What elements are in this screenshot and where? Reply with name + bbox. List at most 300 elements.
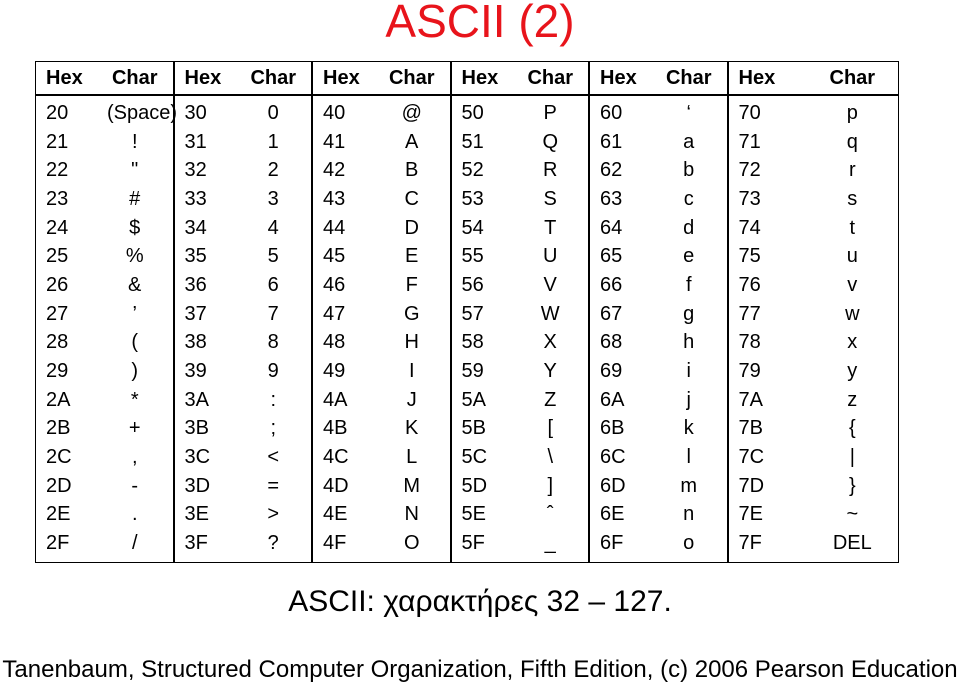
table-row: [313, 128, 450, 157]
char-cell: h: [683, 331, 695, 354]
table-row: [590, 242, 727, 271]
table-row: [590, 300, 727, 329]
hex-cell: 58: [461, 331, 484, 354]
table-row: [590, 271, 727, 300]
table-row: [729, 185, 899, 214]
table-row: [175, 329, 312, 358]
table-row: [590, 185, 727, 214]
table-row: [452, 443, 589, 472]
hex-cell: 63: [600, 187, 623, 210]
hex-cell: 7F: [738, 532, 762, 555]
char-cell: D: [404, 216, 419, 239]
hex-cell: 70: [738, 101, 761, 124]
char-cell: I: [408, 360, 415, 383]
char-cell: p: [846, 101, 858, 124]
char-cell: l: [686, 446, 691, 469]
table-row: [175, 386, 312, 415]
hex-header: Hex: [600, 66, 637, 89]
hex-cell: 72: [738, 159, 761, 182]
hex-cell: 47: [323, 302, 346, 325]
table-row: [452, 529, 589, 558]
char-cell: [: [547, 417, 553, 440]
hex-cell: 7C: [738, 446, 765, 469]
table-row: [36, 529, 173, 558]
table-row: [729, 501, 899, 530]
char-cell: a: [683, 130, 695, 153]
table-row: [36, 300, 173, 329]
hex-cell: 4F: [323, 532, 347, 555]
char-cell: &: [128, 273, 142, 296]
hex-cell: 6A: [600, 388, 625, 411]
table-row: [590, 128, 727, 157]
char-cell: K: [405, 417, 419, 440]
char-cell: ,: [131, 446, 138, 469]
hex-cell: 5E: [461, 503, 486, 526]
hex-cell: 3F: [184, 532, 208, 555]
hex-cell: 4E: [323, 503, 348, 526]
hex-cell: 6F: [600, 532, 624, 555]
table-row: [729, 271, 899, 300]
table-row: [729, 242, 899, 271]
hex-cell: 61: [600, 130, 623, 153]
hex-cell: 25: [46, 245, 69, 268]
table-row: [452, 128, 589, 157]
char-cell: x: [847, 331, 858, 354]
hex-cell: 7A: [738, 388, 763, 411]
table-row: [36, 185, 173, 214]
table-row: [313, 300, 450, 329]
table-row: [175, 472, 312, 501]
char-cell: {: [848, 417, 856, 440]
char-cell: Y: [543, 360, 557, 383]
hex-cell: 22: [46, 159, 69, 182]
hex-cell: 52: [461, 159, 484, 182]
hex-cell: 5B: [461, 417, 486, 440]
hex-cell: 35: [184, 245, 207, 268]
char-header: Char: [111, 66, 158, 89]
table-row: [729, 300, 899, 329]
hex-cell: 5D: [461, 474, 488, 497]
char-cell: @: [401, 101, 422, 124]
table-row: [175, 271, 312, 300]
char-cell: |: [849, 446, 855, 469]
hex-cell: 20: [46, 101, 69, 124]
table-row: [590, 443, 727, 472]
hex-cell: 2F: [46, 532, 70, 555]
char-cell: E: [405, 245, 419, 268]
table-row: [590, 329, 727, 358]
table-row: [452, 99, 589, 128]
char-cell: *: [130, 388, 139, 411]
char-cell: 5: [267, 245, 279, 268]
table-column-group: [175, 62, 314, 562]
table-row: [313, 386, 450, 415]
hex-cell: 5A: [461, 388, 486, 411]
char-cell: ": [131, 159, 139, 182]
table-row: [729, 443, 899, 472]
hex-cell: 65: [600, 245, 623, 268]
char-cell: 8: [267, 331, 279, 354]
table-row: [452, 472, 589, 501]
hex-cell: 7D: [738, 474, 765, 497]
hex-cell: 57: [461, 302, 484, 325]
char-cell: r: [848, 159, 856, 182]
hex-cell: 51: [461, 130, 484, 153]
hex-cell: 2C: [46, 446, 72, 469]
char-cell: F: [405, 273, 418, 296]
char-cell: /: [131, 532, 138, 555]
hex-cell: 27: [46, 302, 69, 325]
char-cell: w: [845, 302, 860, 325]
table-row: [175, 185, 312, 214]
char-cell: :: [270, 388, 276, 411]
table-row: [590, 529, 727, 558]
table-row: [313, 156, 450, 185]
table-row: [590, 156, 727, 185]
hex-cell: 45: [323, 245, 346, 268]
table-row: [452, 300, 589, 329]
char-cell: >: [267, 503, 280, 526]
table-row: [729, 529, 899, 558]
hex-cell: 38: [184, 331, 207, 354]
hex-header: Hex: [738, 66, 776, 89]
char-cell: S: [543, 187, 557, 210]
char-header: Char: [250, 66, 297, 89]
hex-cell: 4C: [323, 446, 349, 469]
hex-cell: 78: [738, 331, 761, 354]
char-cell: k: [683, 417, 694, 440]
table-row: [36, 443, 173, 472]
hex-header: Hex: [461, 66, 499, 89]
char-cell: c: [683, 187, 694, 210]
char-cell: Q: [542, 130, 558, 153]
column-header: [175, 62, 312, 96]
char-cell: z: [847, 388, 858, 411]
hex-cell: 76: [738, 273, 761, 296]
char-cell: A: [405, 130, 419, 153]
hex-cell: 39: [184, 360, 207, 383]
table-row: [313, 242, 450, 271]
hex-cell: 55: [461, 245, 484, 268]
table-row: [452, 501, 589, 530]
char-cell: 1: [267, 130, 279, 153]
char-cell: +: [128, 417, 141, 440]
table-row: [729, 128, 899, 157]
table-row: [313, 271, 450, 300]
hex-cell: 28: [46, 331, 69, 354]
char-cell: P: [543, 101, 557, 124]
hex-cell: 5C: [461, 446, 488, 469]
char-cell: _: [544, 532, 556, 555]
table-row: [36, 156, 173, 185]
hex-cell: 5F: [461, 532, 485, 555]
table-row: [313, 214, 450, 243]
hex-cell: 64: [600, 216, 623, 239]
table-row: [36, 415, 173, 444]
hex-cell: 31: [184, 130, 207, 153]
char-cell: m: [680, 474, 698, 497]
hex-cell: 29: [46, 360, 69, 383]
column-header: [36, 62, 173, 96]
column-header: [590, 62, 727, 96]
char-cell: 3: [267, 187, 279, 210]
hex-cell: 2B: [46, 417, 71, 440]
char-cell: O: [403, 532, 420, 555]
char-header: Char: [388, 66, 435, 89]
hex-cell: 77: [738, 302, 761, 325]
table-row: [36, 214, 173, 243]
table-row: [452, 185, 589, 214]
table-row: [36, 271, 173, 300]
table-row: [313, 472, 450, 501]
char-cell: 2: [267, 159, 279, 182]
hex-cell: 74: [738, 216, 761, 239]
char-cell: g: [683, 302, 695, 325]
hex-cell: 44: [323, 216, 346, 239]
hex-cell: 3B: [184, 417, 209, 440]
char-cell: H: [404, 331, 419, 354]
table-row: [452, 214, 589, 243]
hex-cell: 2D: [46, 474, 72, 497]
char-cell: W: [540, 302, 560, 325]
table-row: [175, 300, 312, 329]
table-row: [729, 472, 899, 501]
table-row: [36, 386, 173, 415]
char-header: Char: [527, 66, 574, 89]
char-cell: ’: [132, 302, 137, 325]
char-cell: $: [129, 216, 141, 239]
table-row: [729, 386, 899, 415]
table-row: [175, 242, 312, 271]
column-header: [729, 62, 899, 96]
char-cell: .: [131, 503, 138, 526]
char-cell: ?: [267, 532, 279, 555]
table-row: [175, 501, 312, 530]
char-cell: C: [404, 187, 419, 210]
hex-cell: 30: [184, 101, 207, 124]
char-cell: j: [686, 388, 691, 411]
column-header: [313, 62, 450, 96]
hex-cell: 36: [184, 273, 207, 296]
hex-cell: 73: [738, 187, 761, 210]
char-cell: ): [131, 360, 139, 383]
char-cell: 6: [267, 273, 279, 296]
hex-cell: 69: [600, 360, 623, 383]
table-row: [175, 128, 312, 157]
slide-title: ASCII (2): [385, 0, 575, 47]
char-cell: y: [847, 360, 858, 383]
char-cell: i: [686, 360, 691, 383]
hex-cell: 41: [323, 130, 346, 153]
table-row: [36, 357, 173, 386]
table-row: [36, 128, 173, 157]
table-row: [313, 501, 450, 530]
citation-footer: Tanenbaum, Structured Computer Organization, Fifth Edition, (c) 2006 Pearson Education: [2, 656, 958, 683]
hex-cell: 7E: [738, 503, 763, 526]
hex-cell: 6D: [600, 474, 626, 497]
hex-cell: 26: [46, 273, 69, 296]
table-row: [313, 357, 450, 386]
table-row: [452, 271, 589, 300]
hex-header: Hex: [323, 66, 360, 89]
hex-cell: 75: [738, 245, 761, 268]
table-row: [590, 415, 727, 444]
char-cell: t: [849, 216, 856, 239]
table-row: [729, 415, 899, 444]
hex-cell: 46: [323, 273, 346, 296]
hex-cell: 4A: [323, 388, 348, 411]
table-row: [36, 472, 173, 501]
hex-cell: 6B: [600, 417, 625, 440]
char-cell: v: [847, 273, 858, 296]
table-row: [313, 185, 450, 214]
table-column-group: [729, 62, 899, 562]
char-cell: 0: [267, 101, 279, 124]
char-cell: n: [683, 503, 695, 526]
char-cell: d: [683, 216, 695, 239]
hex-cell: 3E: [184, 503, 209, 526]
table-row: [175, 529, 312, 558]
table-column-group: [36, 62, 175, 562]
ascii-table: [35, 61, 899, 563]
hex-cell: 3D: [184, 474, 211, 497]
hex-cell: 33: [184, 187, 207, 210]
hex-cell: 53: [461, 187, 484, 210]
char-cell: L: [406, 446, 418, 469]
hex-header: Hex: [184, 66, 222, 89]
char-cell: e: [683, 245, 695, 268]
char-cell: %: [125, 245, 144, 268]
table-row: [36, 242, 173, 271]
hex-cell: 6E: [600, 503, 625, 526]
table-row: [590, 99, 727, 128]
char-cell: ~: [846, 503, 859, 526]
char-cell: f: [685, 273, 692, 296]
hex-header: Hex: [46, 66, 83, 89]
char-cell: !: [131, 130, 138, 153]
table-row: [729, 329, 899, 358]
char-cell: (Space): [106, 101, 177, 124]
table-row: [175, 156, 312, 185]
hex-cell: 23: [46, 187, 69, 210]
hex-cell: 49: [323, 360, 346, 383]
hex-cell: 32: [184, 159, 207, 182]
table-row: [452, 415, 589, 444]
table-row: [452, 242, 589, 271]
table-row: [729, 357, 899, 386]
table-row: [729, 99, 899, 128]
hex-cell: 66: [600, 273, 623, 296]
char-cell: ‘: [686, 101, 691, 124]
table-row: [175, 443, 312, 472]
char-cell: b: [683, 159, 695, 182]
table-row: [590, 214, 727, 243]
table-row: [452, 386, 589, 415]
char-cell: N: [404, 503, 419, 526]
char-header: Char: [665, 66, 712, 89]
char-cell: \: [547, 446, 553, 469]
char-cell: B: [405, 159, 419, 182]
hex-cell: 42: [323, 159, 346, 182]
table-row: [590, 501, 727, 530]
char-cell: q: [846, 130, 858, 153]
table-row: [175, 99, 312, 128]
table-row: [729, 156, 899, 185]
table-row: [452, 329, 589, 358]
char-cell: DEL: [832, 532, 872, 555]
table-row: [313, 443, 450, 472]
table-row: [313, 529, 450, 558]
table-row: [729, 214, 899, 243]
table-row: [175, 214, 312, 243]
char-cell: 4: [267, 216, 279, 239]
table-row: [36, 501, 173, 530]
slide-subtitle: ASCII: χαρακτήρες 32 – 127.: [288, 585, 672, 618]
hex-cell: 50: [461, 101, 484, 124]
hex-cell: 3C: [184, 446, 211, 469]
hex-cell: 24: [46, 216, 69, 239]
char-cell: J: [406, 388, 417, 411]
hex-cell: 37: [184, 302, 207, 325]
hex-cell: 79: [738, 360, 761, 383]
char-cell: =: [267, 474, 280, 497]
hex-cell: 67: [600, 302, 623, 325]
table-row: [175, 415, 312, 444]
hex-cell: 54: [461, 216, 484, 239]
hex-cell: 48: [323, 331, 346, 354]
hex-cell: 56: [461, 273, 484, 296]
hex-cell: 62: [600, 159, 623, 182]
char-cell: #: [129, 187, 141, 210]
table-row: [590, 357, 727, 386]
hex-cell: 60: [600, 101, 623, 124]
hex-cell: 6C: [600, 446, 626, 469]
char-cell: }: [848, 474, 856, 497]
char-cell: -: [131, 474, 139, 497]
char-cell: R: [543, 159, 558, 182]
char-cell: Z: [544, 388, 557, 411]
table-row: [590, 386, 727, 415]
table-row: [313, 415, 450, 444]
char-cell: s: [847, 187, 858, 210]
hex-cell: 4B: [323, 417, 348, 440]
table-column-group: [313, 62, 452, 562]
hex-cell: 59: [461, 360, 484, 383]
char-header: Char: [829, 66, 876, 89]
char-cell: o: [683, 532, 695, 555]
hex-cell: 68: [600, 331, 623, 354]
char-cell: <: [267, 446, 280, 469]
hex-cell: 40: [323, 101, 346, 124]
hex-cell: 43: [323, 187, 346, 210]
table-row: [452, 156, 589, 185]
table-row: [313, 329, 450, 358]
hex-cell: 4D: [323, 474, 349, 497]
hex-cell: 2A: [46, 388, 71, 411]
char-cell: X: [543, 331, 557, 354]
char-cell: u: [846, 245, 858, 268]
table-row: [175, 357, 312, 386]
hex-cell: 2E: [46, 503, 71, 526]
table-row: [313, 99, 450, 128]
hex-cell: 21: [46, 130, 69, 153]
hex-cell: 34: [184, 216, 207, 239]
char-cell: U: [543, 245, 558, 268]
table-column-group: [452, 62, 591, 562]
char-cell: M: [403, 474, 421, 497]
table-row: [36, 329, 173, 358]
hex-cell: 3A: [184, 388, 209, 411]
